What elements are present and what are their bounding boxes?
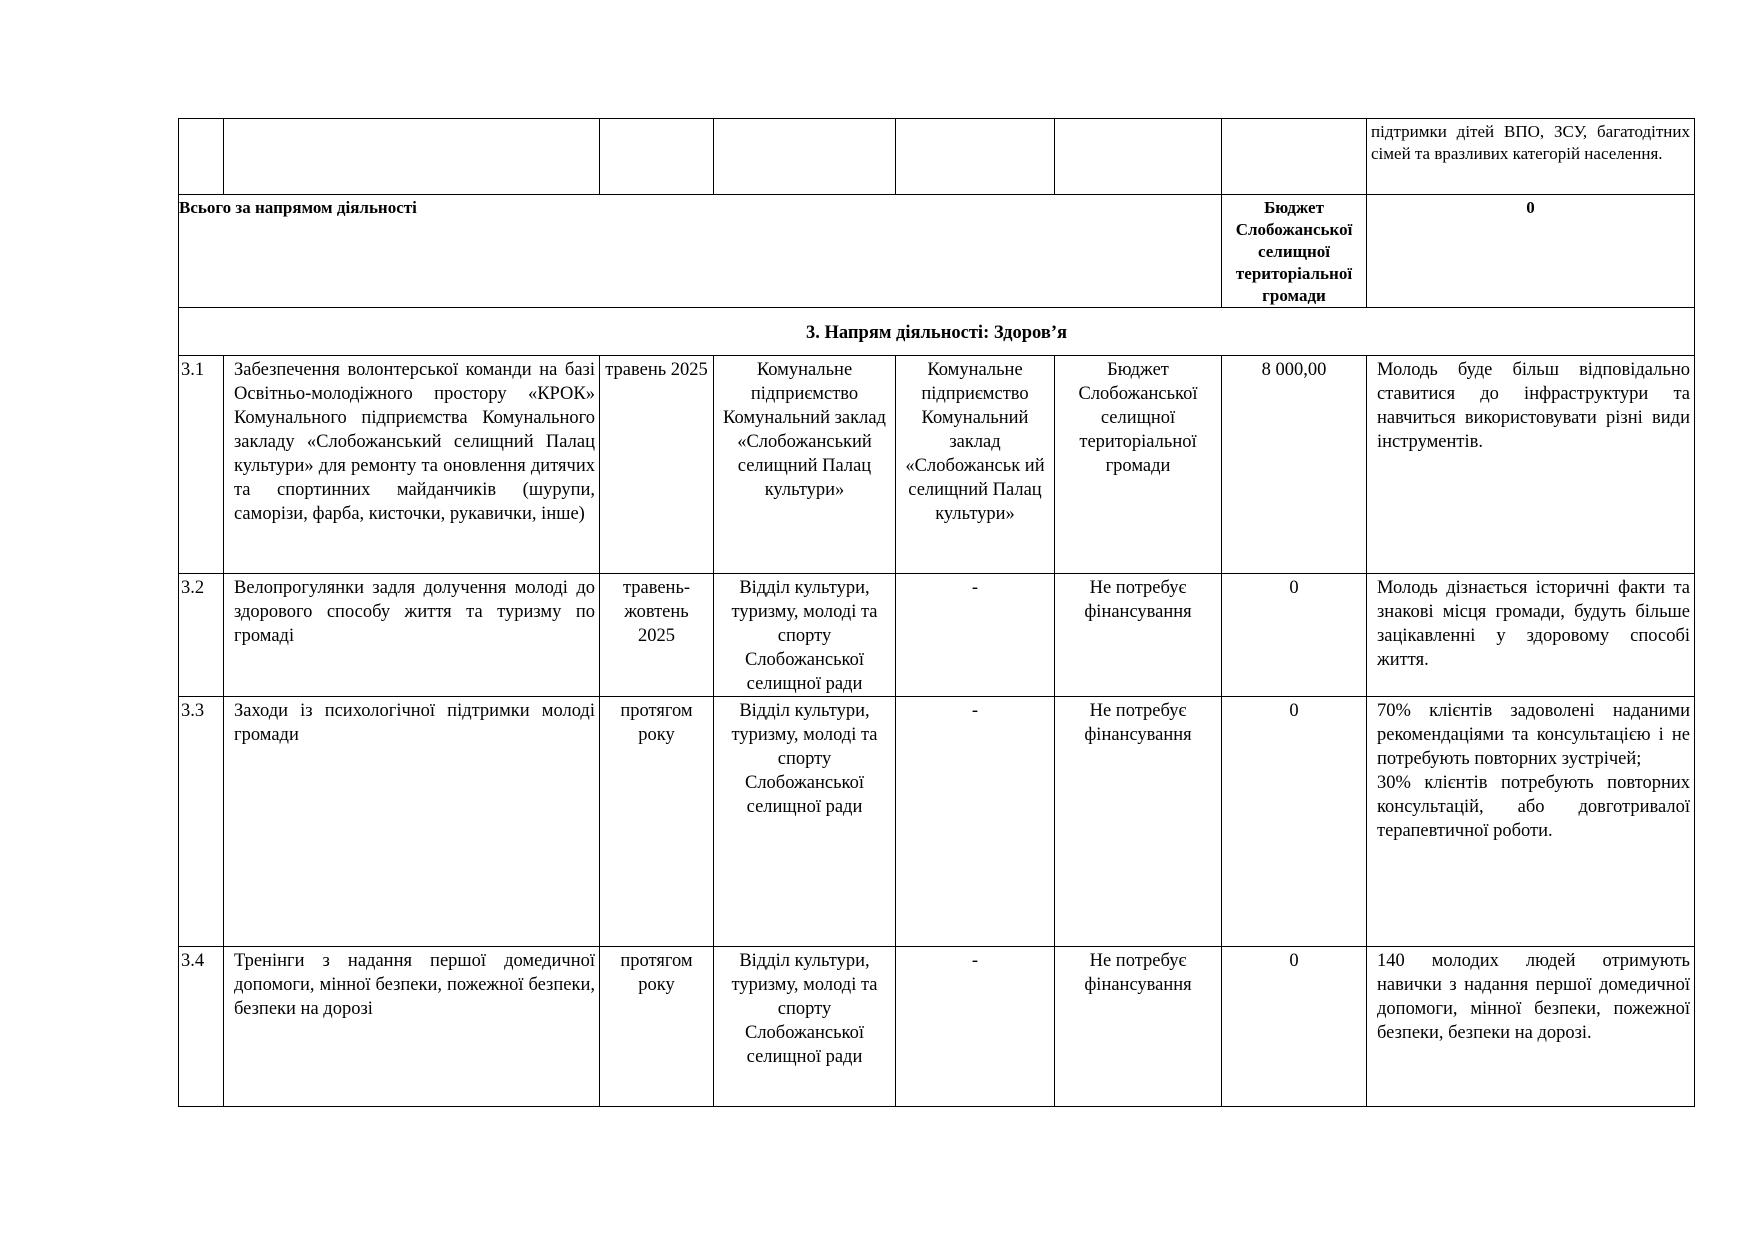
cell-empty [179, 119, 224, 195]
row-number: 3.4 [179, 947, 224, 1107]
row-amount: 0 [1222, 574, 1367, 697]
row-term: травень-жовтень 2025 [600, 574, 714, 697]
row-action: Велопрогулянки задля долучення молоді до здорового способу життя та туризму по громаді [224, 574, 600, 697]
total-label: Всього за напрямом діяльності [179, 195, 1222, 308]
cell-empty [224, 119, 600, 195]
document-page [178, 118, 1694, 1107]
row-partner: - [896, 947, 1055, 1107]
cell-empty [600, 119, 714, 195]
row-term: протягом року [600, 947, 714, 1107]
table-row [179, 574, 1695, 697]
cell-empty [714, 119, 896, 195]
row-number: 3.2 [179, 574, 224, 697]
row-partner: - [896, 574, 1055, 697]
row-action: Забезпечення волонтерської команди на базі Освітньо-молодіжного простору «КРОК» Комунального підприємства Комунального закладу «Слобожанський селищний Палац культури» для ремонту та оновлення дитячих та спортинних майданчиків (шурупи, саморізи, фарба, кисточки, рукавички, інше) [224, 356, 600, 574]
row-amount: 8 000,00 [1222, 356, 1367, 574]
cell-empty [1055, 119, 1222, 195]
table-row [179, 947, 1695, 1107]
cell-empty [896, 119, 1055, 195]
row-executor: Відділ культури, туризму, молоді та спорту Слобожанської селищної ради [714, 947, 896, 1107]
row-source: Бюджет Слобожанської селищної територіальної громади [1055, 356, 1222, 574]
table-row-continuation [179, 119, 1695, 195]
row-partner: - [896, 697, 1055, 947]
row-amount: 0 [1222, 947, 1367, 1107]
row-source: Не потребує фінансування [1055, 947, 1222, 1107]
row-source: Не потребує фінансування [1055, 697, 1222, 947]
row-action: Тренінги з надання першої домедичної допомоги, мінної безпеки, пожежної безпеки, безпеки на дорозі [224, 947, 600, 1107]
row-term: протягом року [600, 697, 714, 947]
section-title: 3. Напрям діяльності: Здоров’я [179, 308, 1695, 356]
row-amount: 0 [1222, 697, 1367, 947]
plan-table [178, 118, 1695, 1107]
cell-result: підтримки дітей ВПО, ЗСУ, багатодітних сімей та вразливих категорій населення. [1367, 119, 1695, 195]
row-source: Не потребує фінансування [1055, 574, 1222, 697]
row-result: 70% клієнтів задоволені наданими рекомендаціями та консультацією і не потребують повторних зустрічей; 30% клієнтів потребують повторних консультацій, або довготривалої терапевтичної роботи. [1367, 697, 1695, 947]
cell-empty [1222, 119, 1367, 195]
row-executor: Відділ культури, туризму, молоді та спорту Слобожанської селищної ради [714, 574, 896, 697]
row-executor: Комунальне підприємство Комунальний заклад «Слобожанський селищний Палац культури» [714, 356, 896, 574]
table-row [179, 697, 1695, 947]
row-result: Молодь дізнається історичні факти та знакові місця громади, будуть більше зацікавленні у здоровому способі життя. [1367, 574, 1695, 697]
row-action: Заходи із психологічної підтримки молоді громади [224, 697, 600, 947]
table-row-total [179, 195, 1695, 308]
table-row [179, 356, 1695, 574]
row-number: 3.1 [179, 356, 224, 574]
table-row-section [179, 308, 1695, 356]
row-term: травень 2025 [600, 356, 714, 574]
row-result: Молодь буде більш відповідально ставитися до інфраструктури та навчиться використовувати різні види інструментів. [1367, 356, 1695, 574]
row-number: 3.3 [179, 697, 224, 947]
total-amount: 0 [1367, 195, 1695, 308]
row-partner: Комунальне підприємство Комунальний заклад «Слобожанськ ий селищний Палац культури» [896, 356, 1055, 574]
row-result: 140 молодих людей отримують навички з надання першої домедичної допомоги, мінної безпеки, пожежної безпеки, безпеки на дорозі. [1367, 947, 1695, 1107]
row-executor: Відділ культури, туризму, молоді та спорту Слобожанської селищної ради [714, 697, 896, 947]
total-source: Бюджет Слобожанської селищної територіальної громади [1222, 195, 1367, 308]
